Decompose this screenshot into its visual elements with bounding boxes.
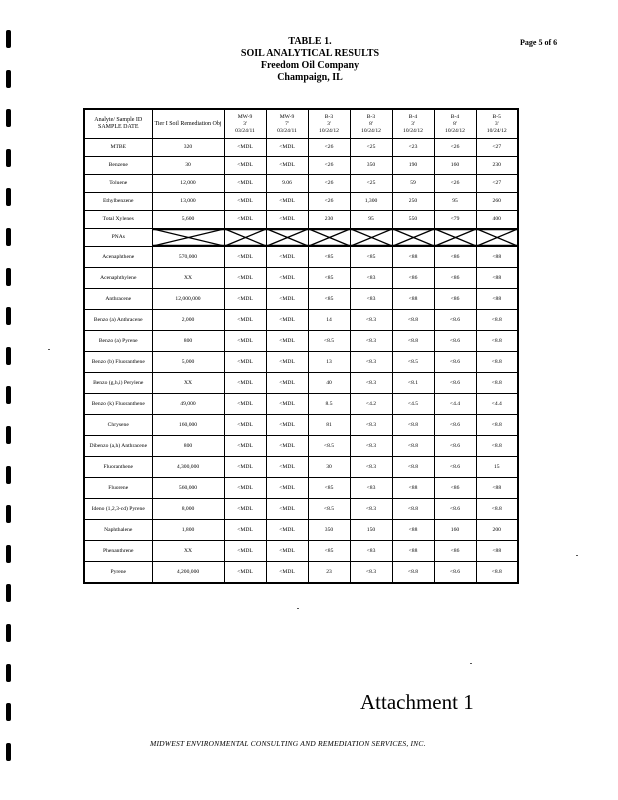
result-cell: <8.8	[476, 436, 518, 457]
table-row	[84, 352, 518, 373]
table-row	[84, 139, 518, 157]
tier-value-cell: 160,000	[152, 415, 224, 436]
header-sample	[266, 109, 308, 139]
result-cell: <MDL	[266, 499, 308, 520]
analyte-cell: Acenaphthene	[84, 247, 152, 268]
crossed-out-cell	[350, 229, 392, 247]
tier-value-cell: 49,000	[152, 394, 224, 415]
binder-hole	[6, 664, 11, 682]
page-number: Page 5 of 6	[520, 38, 558, 47]
tier-value-cell: 1,800	[152, 520, 224, 541]
result-cell: <85	[308, 289, 350, 310]
result-cell: <26	[308, 175, 350, 193]
result-cell: <MDL	[224, 394, 266, 415]
table-row	[84, 436, 518, 457]
result-cell: <MDL	[266, 139, 308, 157]
result-cell: <8.8	[392, 562, 434, 584]
analyte-cell: Benzene	[84, 157, 152, 175]
sample-id: B-4	[408, 113, 418, 120]
result-cell: <25	[350, 175, 392, 193]
result-cell: <8.8	[476, 310, 518, 331]
result-cell: <4.4	[434, 394, 476, 415]
section-row	[84, 229, 518, 247]
tier-value-cell: 4,200,000	[152, 562, 224, 584]
title-line-4: Champaign, IL	[277, 72, 343, 83]
header-sample	[434, 109, 476, 139]
tier-value-cell: 5,000	[152, 352, 224, 373]
result-cell: <8.5	[308, 331, 350, 352]
result-cell: <MDL	[224, 457, 266, 478]
result-cell: <86	[434, 268, 476, 289]
result-cell: <8.8	[392, 436, 434, 457]
result-cell: <MDL	[266, 394, 308, 415]
table-row	[84, 499, 518, 520]
result-cell: <MDL	[224, 415, 266, 436]
sample-depth: 3'	[243, 120, 247, 127]
result-cell: <MDL	[266, 436, 308, 457]
crossed-out-cell	[266, 229, 308, 247]
analyte-cell: PNAs	[84, 229, 152, 247]
binder-hole	[6, 307, 11, 325]
result-cell: <MDL	[266, 268, 308, 289]
result-cell: <8.3	[350, 373, 392, 394]
result-cell: <85	[308, 478, 350, 499]
tier-value-cell: 2,000	[152, 310, 224, 331]
result-cell: <88	[476, 289, 518, 310]
result-cell: <MDL	[224, 289, 266, 310]
table-row	[84, 541, 518, 562]
result-cell: <8.6	[434, 331, 476, 352]
analyte-cell: MTBE	[84, 139, 152, 157]
sample-id: B-4	[450, 113, 460, 120]
result-cell: <85	[350, 247, 392, 268]
result-cell: 250	[392, 193, 434, 211]
binder-hole	[6, 188, 11, 206]
sample-depth: 3'	[411, 120, 415, 127]
result-cell: <26	[308, 193, 350, 211]
result-cell: <26	[308, 157, 350, 175]
header-tier-objective: Tier I Soil Remediation Obj	[152, 109, 224, 139]
analyte-cell: Benzo (g,h,i) Perylene	[84, 373, 152, 394]
analyte-cell: Benzo (a) Anthracene	[84, 310, 152, 331]
cross-mark	[351, 229, 392, 246]
result-cell: <MDL	[266, 310, 308, 331]
result-cell: <86	[434, 541, 476, 562]
result-cell: <86	[434, 478, 476, 499]
tier-value-cell: 5,600	[152, 211, 224, 229]
result-cell: <8.6	[434, 562, 476, 584]
sample-depth: 3'	[494, 120, 499, 127]
table-row	[84, 331, 518, 352]
result-cell: 1,300	[350, 193, 392, 211]
result-cell: <MDL	[224, 436, 266, 457]
analyte-cell: Acenaphthylene	[84, 268, 152, 289]
crossed-out-cell	[224, 229, 266, 247]
result-cell: 8.5	[308, 394, 350, 415]
result-cell: <MDL	[266, 373, 308, 394]
analyte-cell: Total Xylenes	[84, 211, 152, 229]
result-cell: <27	[476, 139, 518, 157]
result-cell: <MDL	[266, 331, 308, 352]
result-cell: 230	[476, 157, 518, 175]
result-cell: <8.1	[392, 373, 434, 394]
result-cell: <88	[476, 478, 518, 499]
cross-mark	[393, 229, 434, 246]
cross-mark	[309, 229, 350, 246]
result-cell: <8.8	[392, 331, 434, 352]
result-cell: <8.6	[434, 436, 476, 457]
binder-hole	[6, 505, 11, 523]
crossed-out-cell	[434, 229, 476, 247]
binder-hole	[6, 347, 11, 365]
result-cell: <83	[350, 289, 392, 310]
tier-value-cell: 12,000,000	[152, 289, 224, 310]
result-cell: <MDL	[266, 211, 308, 229]
company-footer: MIDWEST ENVIRONMENTAL CONSULTING AND REMEDIATION SERVICES, INC.	[150, 739, 426, 748]
result-cell: <MDL	[266, 247, 308, 268]
result-cell: <4.5	[392, 394, 434, 415]
title-block	[200, 36, 420, 84]
analyte-cell: Toluene	[84, 175, 152, 193]
result-cell: <8.8	[476, 373, 518, 394]
result-cell: <86	[392, 268, 434, 289]
result-cell: <88	[476, 541, 518, 562]
result-cell: <23	[392, 139, 434, 157]
table-row	[84, 373, 518, 394]
result-cell: <8.3	[350, 310, 392, 331]
header-sample	[392, 109, 434, 139]
result-cell: <79	[434, 211, 476, 229]
result-cell: <8.8	[392, 415, 434, 436]
result-cell: <MDL	[224, 247, 266, 268]
sample-depth: 8'	[453, 120, 457, 127]
result-cell: <8.8	[392, 499, 434, 520]
result-cell: <8.8	[392, 310, 434, 331]
tier-value-cell: 30	[152, 157, 224, 175]
result-cell: <MDL	[224, 211, 266, 229]
binder-hole	[6, 30, 11, 48]
result-cell: <8.8	[476, 562, 518, 584]
result-cell: <8.3	[350, 457, 392, 478]
header-analyte: Analyte/ Sample ID SAMPLE DATE	[84, 109, 152, 139]
binder-hole	[6, 584, 11, 602]
result-cell: 550	[392, 211, 434, 229]
analyte-cell: Anthracene	[84, 289, 152, 310]
sample-id: MW-9	[279, 113, 295, 120]
result-cell: <MDL	[266, 520, 308, 541]
table-row	[84, 247, 518, 268]
sample-date: 03/24/11	[277, 127, 297, 134]
result-cell: <83	[350, 478, 392, 499]
tier-value-cell: 570,000	[152, 247, 224, 268]
tier-value-cell: 320	[152, 139, 224, 157]
result-cell: <88	[392, 520, 434, 541]
tier-value-cell: 8,000	[152, 499, 224, 520]
title-line-3: Freedom Oil Company	[260, 60, 360, 71]
result-cell: <MDL	[224, 373, 266, 394]
sample-depth: 3'	[327, 120, 331, 127]
result-cell: 350	[350, 157, 392, 175]
scan-speck	[470, 663, 472, 664]
analyte-cell: Ethylbenzene	[84, 193, 152, 211]
tier-value-cell: XX	[152, 268, 224, 289]
crossed-out-cell	[392, 229, 434, 247]
result-cell: 230	[308, 211, 350, 229]
result-cell: <MDL	[266, 415, 308, 436]
sample-id: B-3	[366, 113, 376, 120]
result-cell: <MDL	[224, 352, 266, 373]
result-cell: <MDL	[266, 541, 308, 562]
cross-mark	[435, 229, 476, 246]
analyte-cell: Benzo (k) Fluoranthene	[84, 394, 152, 415]
result-cell: <86	[434, 289, 476, 310]
result-cell: <MDL	[224, 331, 266, 352]
cross-mark	[267, 229, 308, 246]
result-cell: <8.8	[476, 331, 518, 352]
table-body	[84, 109, 518, 583]
tier-value-cell: 560,000	[152, 478, 224, 499]
result-cell: <26	[434, 175, 476, 193]
result-cell: <MDL	[224, 157, 266, 175]
tier-value-cell: 800	[152, 331, 224, 352]
soil-results-table	[83, 108, 519, 584]
result-cell: 95	[434, 193, 476, 211]
attachment-label: Attachment 1	[360, 690, 474, 714]
sample-date: 10/24/12	[403, 127, 423, 134]
result-cell: <4.2	[350, 394, 392, 415]
analyte-cell: Ideno (1,2,3-cd) Pyrene	[84, 499, 152, 520]
result-cell: <26	[308, 139, 350, 157]
result-cell: <88	[476, 268, 518, 289]
table-row	[84, 157, 518, 175]
result-cell: 400	[476, 211, 518, 229]
result-cell: <83	[350, 541, 392, 562]
result-cell: 350	[308, 520, 350, 541]
analyte-cell: Fluorene	[84, 478, 152, 499]
result-cell: <83	[350, 268, 392, 289]
result-cell: <MDL	[224, 541, 266, 562]
binder-hole	[6, 466, 11, 484]
result-cell: <MDL	[224, 562, 266, 584]
sample-id: B-5	[492, 113, 501, 120]
cross-mark	[225, 229, 266, 246]
result-cell: 15	[476, 457, 518, 478]
result-cell: <MDL	[266, 352, 308, 373]
result-cell: 190	[392, 157, 434, 175]
binder-hole	[6, 109, 11, 127]
result-cell: 13	[308, 352, 350, 373]
result-cell: <8.8	[476, 499, 518, 520]
analyte-cell: Phenanthrene	[84, 541, 152, 562]
result-cell: <MDL	[266, 157, 308, 175]
cross-mark	[477, 229, 518, 246]
table-row	[84, 211, 518, 229]
result-cell: <8.6	[434, 373, 476, 394]
result-cell: <88	[392, 289, 434, 310]
result-cell: <88	[392, 541, 434, 562]
header-sample	[476, 109, 518, 139]
result-cell: <8.6	[434, 457, 476, 478]
sample-depth: 7'	[285, 120, 289, 127]
result-cell: <MDL	[266, 457, 308, 478]
result-cell: <85	[308, 268, 350, 289]
result-cell: <MDL	[224, 139, 266, 157]
sample-id: MW-9	[237, 113, 253, 120]
result-cell: <8.3	[350, 331, 392, 352]
binder-hole	[6, 545, 11, 563]
binder-hole	[6, 426, 11, 444]
result-cell: <8.6	[434, 310, 476, 331]
table-header-row	[84, 109, 518, 139]
result-cell: <4.4	[476, 394, 518, 415]
result-cell: <8.8	[392, 457, 434, 478]
result-cell: <86	[434, 247, 476, 268]
crossed-out-cell	[308, 229, 350, 247]
table-row	[84, 289, 518, 310]
result-cell: <8.3	[350, 352, 392, 373]
result-cell: <8.5	[308, 499, 350, 520]
result-cell: 23	[308, 562, 350, 584]
result-cell: <MDL	[224, 499, 266, 520]
binder-hole	[6, 149, 11, 167]
result-cell: <MDL	[224, 310, 266, 331]
binder-hole	[6, 624, 11, 642]
binder-hole	[6, 228, 11, 246]
result-cell: <8.3	[350, 499, 392, 520]
result-cell: 14	[308, 310, 350, 331]
result-cell: <MDL	[224, 478, 266, 499]
result-cell: <8.8	[476, 415, 518, 436]
result-cell: <85	[308, 247, 350, 268]
sample-depth: 8'	[369, 120, 373, 127]
result-cell: <MDL	[266, 193, 308, 211]
result-cell: 200	[476, 520, 518, 541]
result-cell: 30	[308, 457, 350, 478]
scan-speck	[576, 555, 578, 556]
result-cell: 59	[392, 175, 434, 193]
result-cell: 260	[476, 193, 518, 211]
table-row	[84, 268, 518, 289]
result-cell: <88	[392, 247, 434, 268]
result-cell: <8.6	[434, 499, 476, 520]
sample-id: B-3	[324, 113, 334, 120]
result-cell: <88	[392, 478, 434, 499]
analyte-cell: Naphthalene	[84, 520, 152, 541]
table-row	[84, 457, 518, 478]
result-cell: <8.6	[434, 415, 476, 436]
result-cell: <MDL	[266, 289, 308, 310]
scan-speck	[48, 349, 50, 350]
header-sample	[308, 109, 350, 139]
result-cell: <MDL	[224, 268, 266, 289]
binder-hole	[6, 70, 11, 88]
crossed-out-cell	[476, 229, 518, 247]
analyte-cell: Dibenzo (a,h) Anthracene	[84, 436, 152, 457]
analyte-cell: Benzo (a) Pyrene	[84, 331, 152, 352]
binder-hole	[6, 268, 11, 286]
result-cell: 160	[434, 520, 476, 541]
result-cell: <MDL	[224, 520, 266, 541]
tier-value-cell: XX	[152, 541, 224, 562]
tier-value-cell: 800	[152, 436, 224, 457]
crossed-out-cell	[152, 229, 224, 247]
sample-date: 10/24/12	[445, 127, 465, 134]
result-cell: <8.3	[350, 415, 392, 436]
table-row	[84, 193, 518, 211]
tier-value-cell: 13,000	[152, 193, 224, 211]
table-row	[84, 562, 518, 584]
result-cell: <27	[476, 175, 518, 193]
binder-hole	[6, 386, 11, 404]
table-row	[84, 415, 518, 436]
result-cell: <26	[434, 139, 476, 157]
analyte-cell: Chrysene	[84, 415, 152, 436]
result-cell: <8.3	[350, 436, 392, 457]
analyte-cell: Fluoranthene	[84, 457, 152, 478]
result-cell: <MDL	[224, 193, 266, 211]
table-row	[84, 175, 518, 193]
tier-value-cell: 4,300,000	[152, 457, 224, 478]
result-cell: <8.5	[308, 436, 350, 457]
result-cell: 9.06	[266, 175, 308, 193]
result-cell: 95	[350, 211, 392, 229]
analyte-cell: Pyrene	[84, 562, 152, 584]
result-cell: <8.5	[392, 352, 434, 373]
result-cell: <MDL	[266, 562, 308, 584]
sample-date: 10/24/12	[361, 127, 381, 134]
result-cell: 40	[308, 373, 350, 394]
table-row	[84, 478, 518, 499]
title-line-1: TABLE 1.	[288, 36, 332, 47]
binder-hole	[6, 703, 11, 721]
scan-speck	[297, 608, 299, 609]
header-sample	[350, 109, 392, 139]
tier-value-cell: XX	[152, 373, 224, 394]
result-cell: <8.8	[476, 352, 518, 373]
table-row	[84, 310, 518, 331]
result-cell: <25	[350, 139, 392, 157]
result-cell: 150	[350, 520, 392, 541]
result-cell: <85	[308, 541, 350, 562]
sample-date: 03/24/11	[235, 127, 255, 134]
table-row	[84, 520, 518, 541]
result-cell: 81	[308, 415, 350, 436]
result-cell: <MDL	[266, 478, 308, 499]
analyte-cell: Benzo (b) Fluoranthene	[84, 352, 152, 373]
header-sample	[224, 109, 266, 139]
result-cell: <8.3	[350, 562, 392, 584]
cross-mark	[153, 229, 224, 246]
sample-date: 10/24/12	[319, 127, 339, 134]
title-line-2: SOIL ANALYTICAL RESULTS	[240, 48, 380, 59]
tier-value-cell: 12,000	[152, 175, 224, 193]
result-cell: 160	[434, 157, 476, 175]
result-cell: <MDL	[224, 175, 266, 193]
result-cell: <8.6	[434, 352, 476, 373]
sample-date: 10/24/12	[486, 127, 507, 134]
result-cell: <88	[476, 247, 518, 268]
table-row	[84, 394, 518, 415]
binder-hole	[6, 743, 11, 761]
